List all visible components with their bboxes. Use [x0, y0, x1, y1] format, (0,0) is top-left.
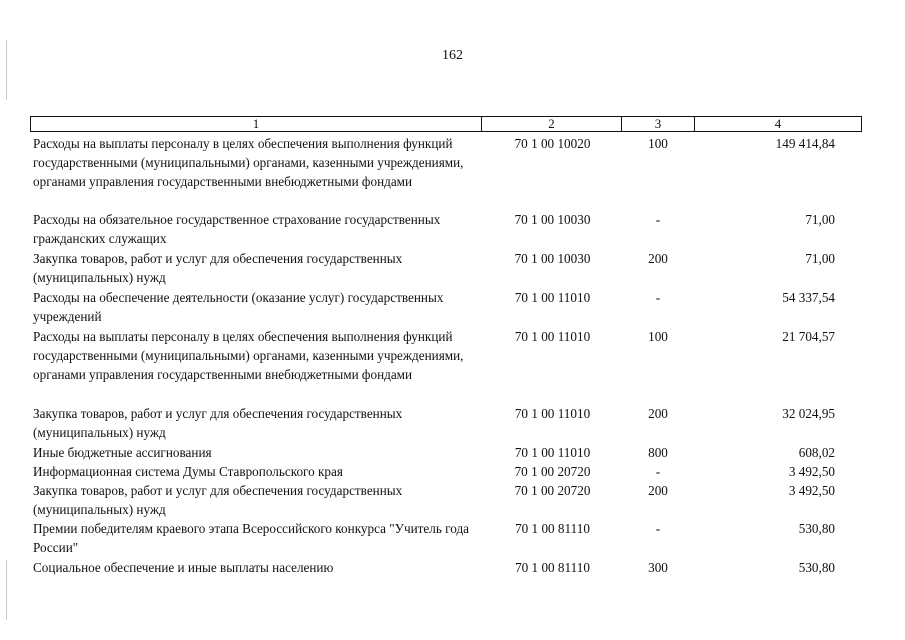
row-type: 200 — [648, 251, 668, 266]
row-code: 70 1 00 10030 — [514, 251, 591, 266]
row-name: Информационная система Думы Ставропольского края — [33, 464, 343, 479]
row-type: 100 — [648, 136, 668, 151]
row-code: 70 1 00 11010 — [514, 329, 591, 344]
row-code: 70 1 00 11010 — [514, 406, 591, 421]
table-header — [30, 116, 862, 132]
row-name: Закупка товаров, работ и услуг для обеспечения государственных (муниципальных) нужд — [33, 406, 403, 440]
row-name: Иные бюджетные ассигнования — [33, 445, 212, 460]
row-name: Закупка товаров, работ и услуг для обеспечения государственных (муниципальных) нужд — [33, 483, 403, 517]
row-type: 100 — [648, 329, 668, 344]
row-code: 70 1 00 20720 — [514, 483, 591, 498]
row-sum: 3 492,50 — [788, 483, 835, 498]
row-type: - — [655, 521, 661, 536]
row-sum: 32 024,95 — [782, 406, 835, 421]
row-code: 70 1 00 81110 — [515, 560, 590, 575]
row-sum: 530,80 — [798, 560, 835, 575]
row-name: Расходы на выплаты персоналу в целях обеспечения выполнения функций государственными (муниципальными) органами, казенными учреждениями, органами управления государственными внебюджетными фондами — [33, 329, 464, 382]
row-code: 70 1 00 81110 — [515, 521, 590, 536]
row-name: Расходы на обязательное государственное страхование государственных гражданских служащих — [33, 212, 441, 246]
scan-edge-mark — [6, 560, 7, 620]
row-type: 300 — [648, 560, 668, 575]
header-col-3: 3 — [654, 116, 662, 131]
header-col-2: 2 — [548, 116, 555, 131]
row-type: - — [655, 212, 661, 227]
row-sum: 149 414,84 — [775, 136, 835, 151]
row-code: 70 1 00 11010 — [514, 290, 591, 305]
row-code: 70 1 00 10020 — [514, 136, 591, 151]
header-col-1: 1 — [252, 116, 260, 131]
row-sum: 21 704,57 — [782, 329, 835, 344]
row-sum: 608,02 — [798, 445, 835, 460]
row-sum: 71,00 — [805, 212, 835, 227]
row-code: 70 1 00 11010 — [514, 445, 591, 460]
row-sum: 71,00 — [805, 251, 835, 266]
row-type: - — [655, 464, 661, 479]
row-sum: 54 337,54 — [782, 290, 835, 305]
row-name: Социальное обеспечение и иные выплаты населению — [33, 560, 334, 575]
row-type: 200 — [648, 483, 668, 498]
header-col-4: 4 — [774, 116, 782, 131]
row-sum: 3 492,50 — [788, 464, 835, 479]
row-code: 70 1 00 10030 — [514, 212, 591, 227]
row-type: - — [655, 290, 661, 305]
page-number: 162 — [442, 48, 463, 63]
row-name: Премии победителям краевого этапа Всероссийского конкурса "Учитель года России" — [33, 521, 470, 555]
row-name: Закупка товаров, работ и услуг для обеспечения государственных (муниципальных) нужд — [33, 251, 403, 285]
row-sum: 530,80 — [798, 521, 835, 536]
row-type: 200 — [648, 406, 668, 421]
row-name: Расходы на выплаты персоналу в целях обеспечения выполнения функций государственными (муниципальными) органами, казенными учреждениями, органами управления государственными внебюджетными фондами — [33, 136, 464, 189]
row-code: 70 1 00 20720 — [514, 464, 591, 479]
row-type: 800 — [648, 445, 668, 460]
row-name: Расходы на обеспечение деятельности (оказание услуг) государственных учреждений — [33, 290, 444, 324]
